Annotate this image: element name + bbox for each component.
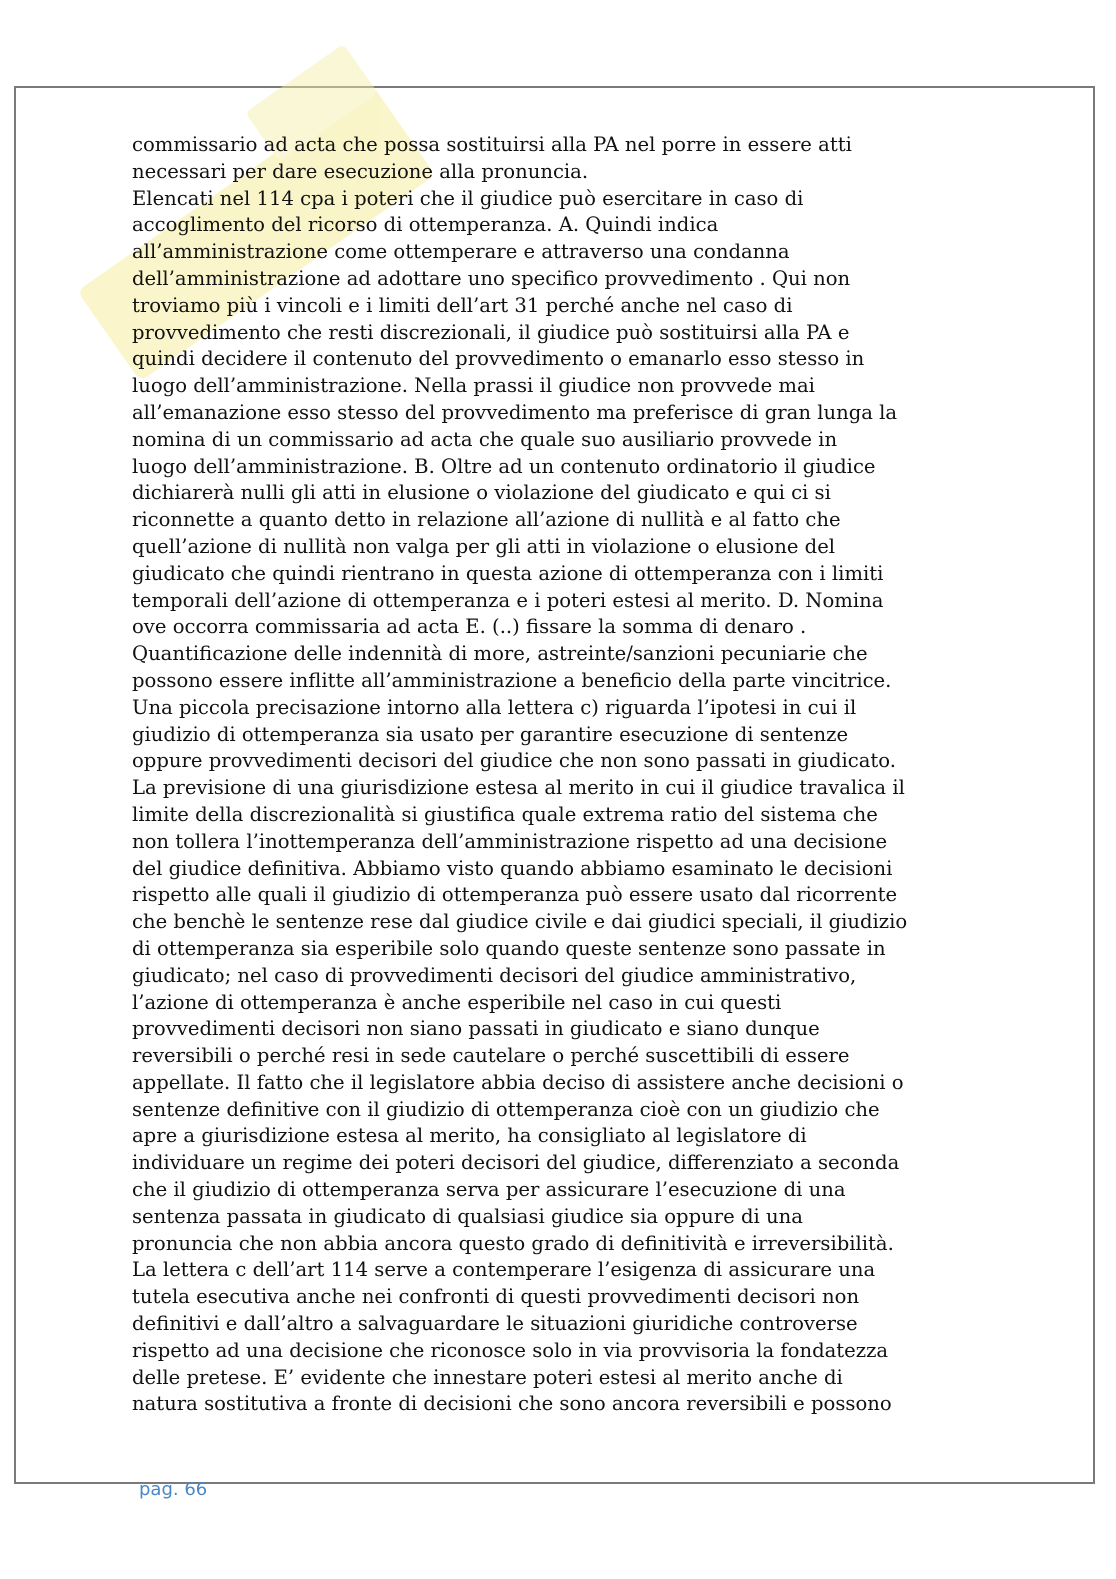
text-line: temporali dell’azione di ottemperanza e i poteri estesi al merito. D. Nomina [132,588,884,612]
page-number: pag. 66 [139,1479,208,1500]
text-line: sentenza passata in giudicato di qualsiasi giudice sia oppure di una [132,1204,803,1228]
text-line: oppure provvedimenti decisori del giudice che non sono passati in giudicato. [132,749,896,773]
body-text [132,132,992,1418]
text-line: ove occorra commissaria ad acta E. (..) fissare la somma di denaro . [132,615,807,639]
text-line: accoglimento del ricorso di ottemperanza. A. Quindi indica [132,213,719,237]
text-line: limite della discrezionalità si giustifica quale extrema ratio del sistema che [132,802,878,826]
text-line: possono essere inflitte all’amministrazione a beneficio della parte vincitrice. [132,668,892,692]
text-line: provvedimenti decisori non siano passati in giudicato e siano dunque [132,1017,820,1041]
text-line: quindi decidere il contenuto del provvedimento o emanarlo esso stesso in [132,347,865,371]
text-line: Elencati nel 114 cpa i poteri che il giudice può esercitare in caso di [132,186,804,210]
text-line: l’azione di ottemperanza è anche esperibile nel caso in cui questi [132,990,782,1014]
text-line: luogo dell’amministrazione. Nella prassi il giudice non provvede mai [132,374,815,398]
text-line: del giudice definitiva. Abbiamo visto quando abbiamo esaminato le decisioni [132,856,893,880]
text-line: tutela esecutiva anche nei confronti di questi provvedimenti decisori non [132,1285,860,1309]
text-line: Quantificazione delle indennità di more, astreinte/sanzioni pecuniarie che [132,642,868,666]
text-line: apre a giurisdizione estesa al merito, ha consigliato al legislatore di [132,1124,807,1148]
text-line: rispetto ad una decisione che riconosce solo in via provvisoria la fondatezza [132,1338,889,1362]
text-line: natura sostitutiva a fronte di decisioni che sono ancora reversibili e possono [132,1392,892,1416]
text-line: giudicato; nel caso di provvedimenti decisori del giudice amministrativo, [132,963,857,987]
text-line: provvedimento che resti discrezionali, il giudice può sostituirsi alla PA e [132,320,850,344]
text-line: commissario ad acta che possa sostituirsi alla PA nel porre in essere atti [132,133,852,156]
text-line: La previsione di una giurisdizione estesa al merito in cui il giudice travalica il [132,776,905,800]
text-line: necessari per dare esecuzione alla pronuncia. [132,159,589,183]
text-line: all’amministrazione come ottemperare e attraverso una condanna [132,240,790,264]
text-line: quell’azione di nullità non valga per gli atti in violazione o elusione del [132,534,836,558]
text-line: definitivi e dall’altro a salvaguardare le situazioni giuridiche controverse [132,1312,858,1336]
text-line: che il giudizio di ottemperanza serva per assicurare l’esecuzione di una [132,1178,846,1202]
text-line: rispetto alle quali il giudizio di ottemperanza può essere usato dal ricorrente [132,883,898,907]
text-line: sentenze definitive con il giudizio di ottemperanza cioè con un giudizio che [132,1097,880,1121]
text-line: Una piccola precisazione intorno alla lettera c) riguarda l’ipotesi in cui il [132,695,857,719]
text-line: individuare un regime dei poteri decisori del giudice, differenziato a seconda [132,1151,900,1175]
text-line: riconnette a quanto detto in relazione all’azione di nullità e al fatto che [132,508,841,532]
text-line: nomina di un commissario ad acta che quale suo ausiliario provvede in [132,427,838,451]
text-line: troviamo più i vincoli e i limiti dell’art 31 perché anche nel caso di [132,293,793,317]
text-line: giudicato che quindi rientrano in questa azione di ottemperanza con i limiti [132,561,884,585]
text-line: all’emanazione esso stesso del provvedimento ma preferisce di gran lunga la [132,400,898,424]
text-line: pronuncia che non abbia ancora questo grado di definitività e irreversibilità. [132,1231,894,1255]
text-line: luogo dell’amministrazione. B. Oltre ad un contenuto ordinatorio il giudice [132,454,876,478]
text-line: delle pretese. E’ evidente che innestare poteri estesi al merito anche di [132,1365,843,1389]
text-line: appellate. Il fatto che il legislatore abbia deciso di assistere anche decisioni o [132,1070,904,1094]
text-line: che benchè le sentenze rese dal giudice civile e dai giudici speciali, il giudizio [132,910,908,934]
text-line: di ottemperanza sia esperibile solo quando queste sentenze sono passate in [132,936,886,960]
text-line: reversibili o perché resi in sede cautelare o perché suscettibili di essere [132,1044,850,1068]
text-line: non tollera l’inottemperanza dell’amministrazione rispetto ad una decisione [132,829,888,853]
text-line: dichiarerà nulli gli atti in elusione o violazione del giudicato e qui ci si [132,481,831,505]
text-line: La lettera c dell’art 114 serve a contemperare l’esigenza di assicurare una [132,1258,876,1282]
text-line: dell’amministrazione ad adottare uno specifico provvedimento . Qui non [132,266,851,290]
text-line: giudizio di ottemperanza sia usato per garantire esecuzione di sentenze [132,722,849,746]
